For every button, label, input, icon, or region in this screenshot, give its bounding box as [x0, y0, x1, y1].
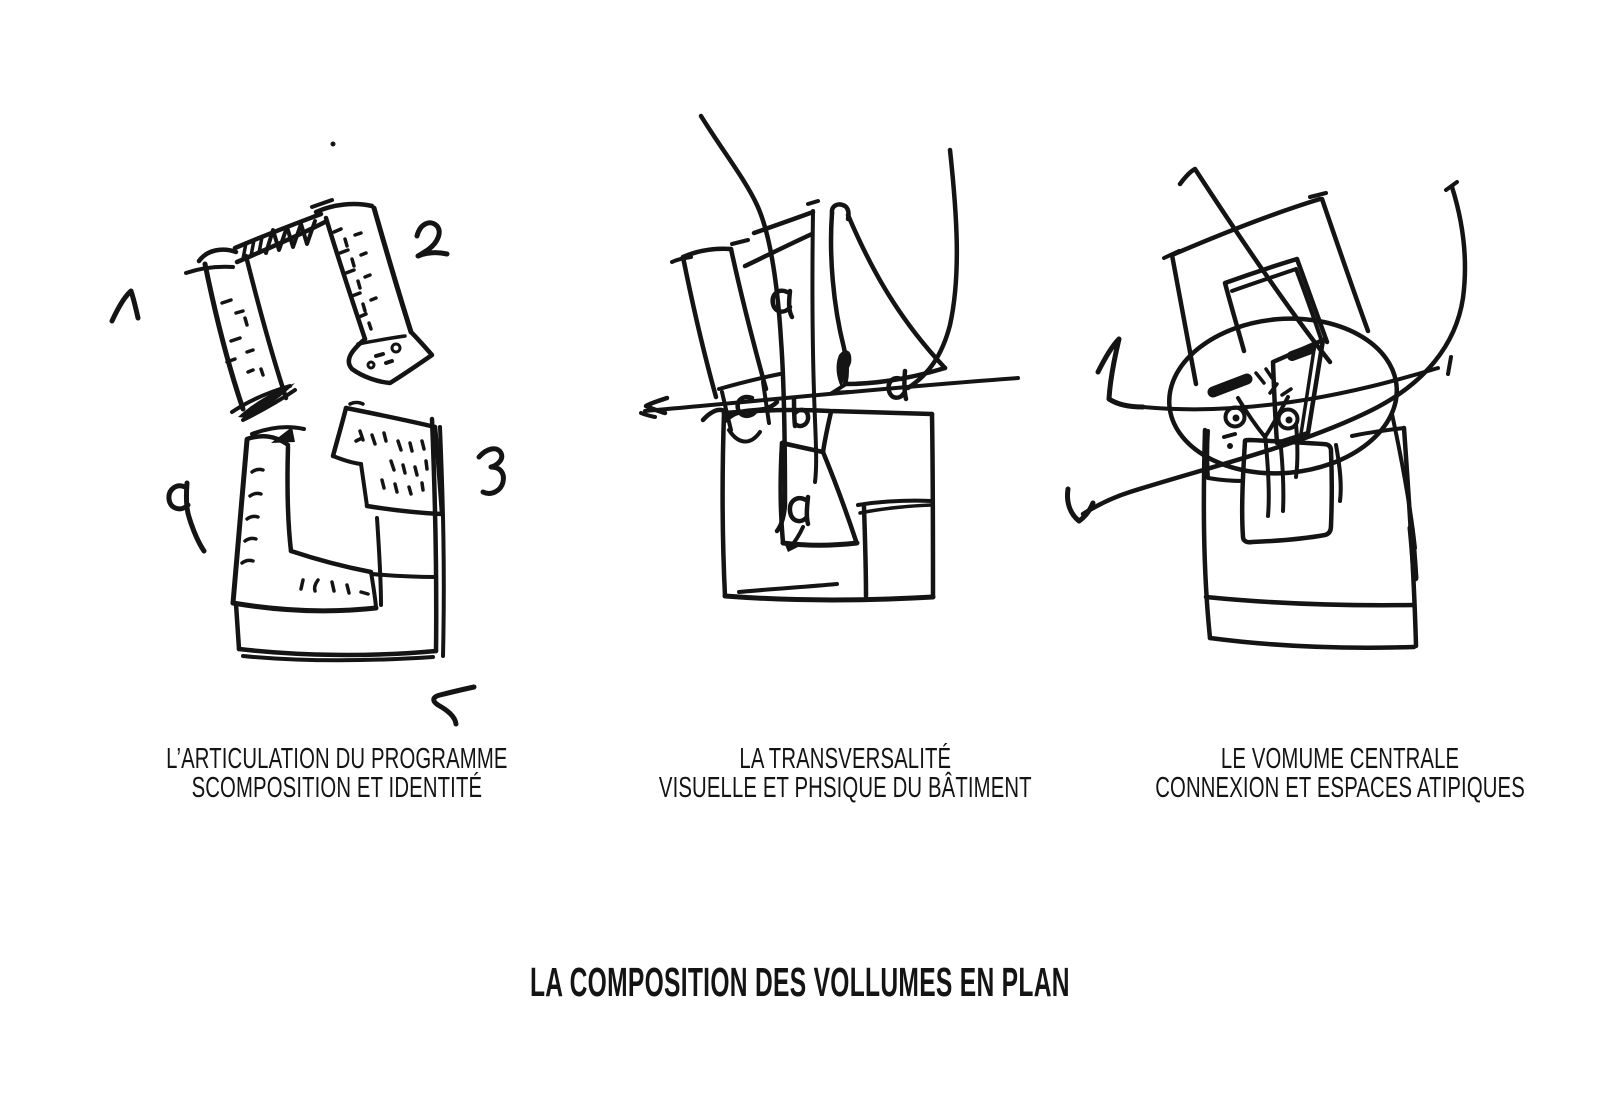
sketch1-annotation-1	[112, 291, 138, 321]
sketch1-annotation-2	[417, 223, 447, 256]
sketch1-top-zigzag-bar	[235, 214, 325, 262]
sketch2-u-bar	[672, 204, 945, 397]
sketch2-annotation-d	[889, 371, 906, 399]
sketch1-annotation-4	[169, 483, 204, 551]
caption-panel-3	[1076, 745, 1576, 802]
caption-1-line-1: L’ARTICULATION DU PROGRAMME	[166, 743, 508, 775]
sketch2-annotation-b	[794, 399, 808, 426]
sketch1-base-and-frame	[236, 419, 444, 660]
sketch1-L-block	[233, 427, 376, 611]
caption-1-line-2: SCOMPOSITION ET IDENTITÉ	[191, 771, 483, 804]
sketch-drawing-1	[90, 130, 530, 750]
sketch1-ink-speck	[331, 142, 336, 147]
caption-3-line-1: LE VOMUME CENTRALE	[1220, 743, 1460, 775]
sketch-drawing-2	[620, 95, 1040, 685]
caption-panel-2	[579, 745, 1079, 802]
sketch2-annotation-a	[773, 291, 792, 317]
caption-3-line-2: CONNEXION ET ESPACES ATIPIQUES	[1155, 771, 1525, 804]
sketch3-annotation-1	[1098, 339, 1143, 407]
sketch1-annotation-5	[434, 687, 474, 724]
sketch1-left-bar	[186, 250, 295, 420]
page-title-text: LA COMPOSITION DES VOLLUMES EN PLAN	[530, 959, 1070, 1005]
sketch3-center-scribbles	[1213, 340, 1323, 449]
caption-panel-1	[87, 745, 587, 802]
caption-2-line-1: LA TRANSVERSALITÉ	[739, 743, 952, 775]
sketch-drawing-3	[1040, 130, 1480, 710]
sketch3-transversal-curve	[1143, 357, 1451, 409]
sketch1-right-bar	[312, 200, 432, 383]
caption-2-line-2: VISUELLE ET PHSIQUE DU BÂTIMENT	[658, 771, 1032, 804]
page-title	[0, 961, 1600, 1003]
sketch1-notched-block	[333, 403, 442, 515]
sketch1-annotation-3	[479, 449, 503, 494]
